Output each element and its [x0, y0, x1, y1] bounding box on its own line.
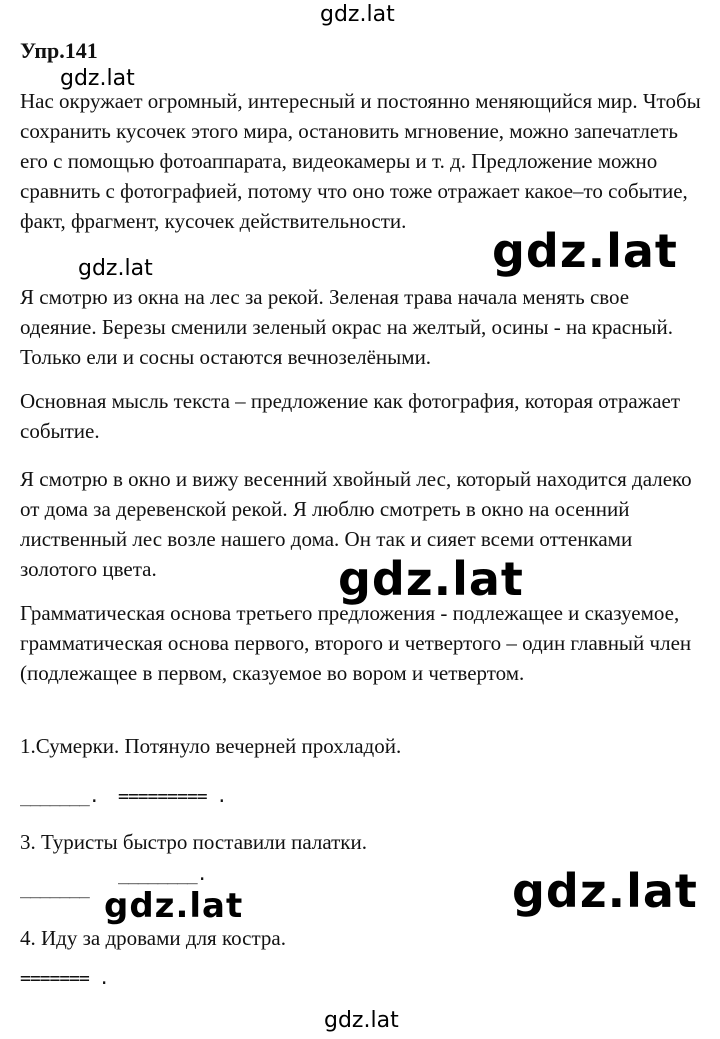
watermark-large-3: gdz.lat	[512, 864, 698, 918]
paragraph-2: Я смотрю из окна на лес за рекой. Зеленая трава начала менять свое одеяние. Березы сменили зеленый окрас на желтый, осины - на красный. Только ели и сосны остаются вечнозелёными.	[20, 285, 673, 369]
paragraph-3: Основная мысль текста – предложение как фотография, которая отражает событие.	[20, 389, 681, 443]
paragraph-5: Грамматическая основа третьего предложения - подлежащее и сказуемое, грамматическая основа первого, второго и четвертого – один главный член (подлежащее в первом, сказуемое во вором и четвертом.	[20, 601, 692, 685]
example-3-sentence: 3. Туристы быстро поставили палатки.	[20, 830, 368, 854]
watermark-top: gdz.lat	[320, 2, 395, 27]
watermark-large-1: gdz.lat	[492, 224, 678, 278]
watermark-large-4: gdz.lat	[104, 886, 244, 926]
paragraph-4: Я смотрю в окно и вижу весенний хвойный лес, который находится далеко от дома за деревенской рекой. Я люблю смотреть в окно на осенний лиственный лес возле нашего дома. Он так и сияет всеми оттенками золотого цвета.	[20, 467, 692, 581]
example-4-scheme-predicate: ======= .	[20, 968, 109, 989]
example-3-scheme-subject: _______	[20, 878, 89, 899]
watermark-small-2: gdz.lat	[78, 256, 153, 281]
example-4-sentence: 4. Иду за дровами для костра.	[20, 926, 286, 950]
example-1-sentence: 1.Сумерки. Потянуло вечерней прохладой.	[20, 734, 402, 758]
example-3-scheme-predicate: ________.	[118, 864, 207, 885]
watermark-small-1: gdz.lat	[60, 66, 135, 91]
exercise-title: Упр.141	[20, 38, 98, 63]
example-1-scheme-subject: _______.	[20, 786, 99, 807]
paragraph-1: Нас окружает огромный, интересный и постоянно меняющийся мир. Чтобы сохранить кусочек этого мира, остановить мгновение, можно запечатлеть его с помощью фотоаппарата, видеокамеры и т. д. Предложение можно сравнить с фотографией, потому что оно тоже отражает какое–то событие, факт, фрагмент, кусочек действительности.	[20, 89, 701, 233]
watermark-bottom: gdz.lat	[324, 1008, 399, 1033]
watermark-large-2: gdz.lat	[338, 552, 524, 606]
example-1-scheme-predicate: ========= .	[118, 786, 227, 807]
